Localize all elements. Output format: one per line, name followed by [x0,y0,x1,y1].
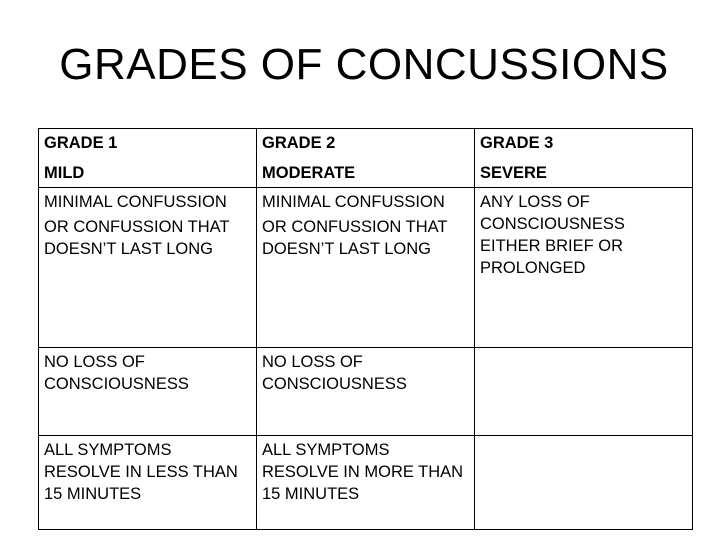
slide-title: GRADES OF CONCUSSIONS [59,40,669,89]
table-header-row [39,129,693,188]
header-level-label: MILD [44,164,85,182]
table-row-symptoms [39,435,693,529]
table-cell [257,435,475,529]
table-cell-empty [475,435,693,529]
concussion-grades-table [38,128,693,530]
header-cell-grade-1 [39,129,257,188]
cell-text: ALL SYMPTOMS RESOLVE IN MORE THAN 15 MINUTES [262,440,464,503]
table-row-confusion [39,188,693,347]
header-grade-label: GRADE 2 [262,134,336,152]
table-cell [257,188,475,347]
cell-text: ANY LOSS OF CONSCIOUSNESS EITHER BRIEF OR PROLONGED [480,193,625,278]
header-grade-label: GRADE 3 [480,134,554,152]
table-cell-empty [475,347,693,435]
cell-text: MINIMAL CONFUSSION [44,193,227,212]
table-cell [39,347,257,435]
cell-text: NO LOSS OF CONSCIOUSNESS [44,352,189,393]
table-cell [257,347,475,435]
cell-text: NO LOSS OF CONSCIOUSNESS [262,352,407,393]
cell-text: ALL SYMPTOMS RESOLVE IN LESS THAN 15 MINUTES [44,440,238,503]
cell-text: MINIMAL CONFUSSION [262,193,445,212]
cell-text: OR CONFUSSION THAT DOESN’T LAST LONG [262,218,448,259]
header-cell-grade-2 [257,129,475,188]
header-level-label: SEVERE [480,164,547,182]
table-row-consciousness [39,347,693,435]
table-cell [39,435,257,529]
table-cell [475,188,693,347]
table-cell [39,188,257,347]
header-level-label: MODERATE [262,164,356,182]
cell-text: OR CONFUSSION THAT DOESN’T LAST LONG [44,218,230,259]
header-cell-grade-3 [475,129,693,188]
header-grade-label: GRADE 1 [44,134,118,152]
